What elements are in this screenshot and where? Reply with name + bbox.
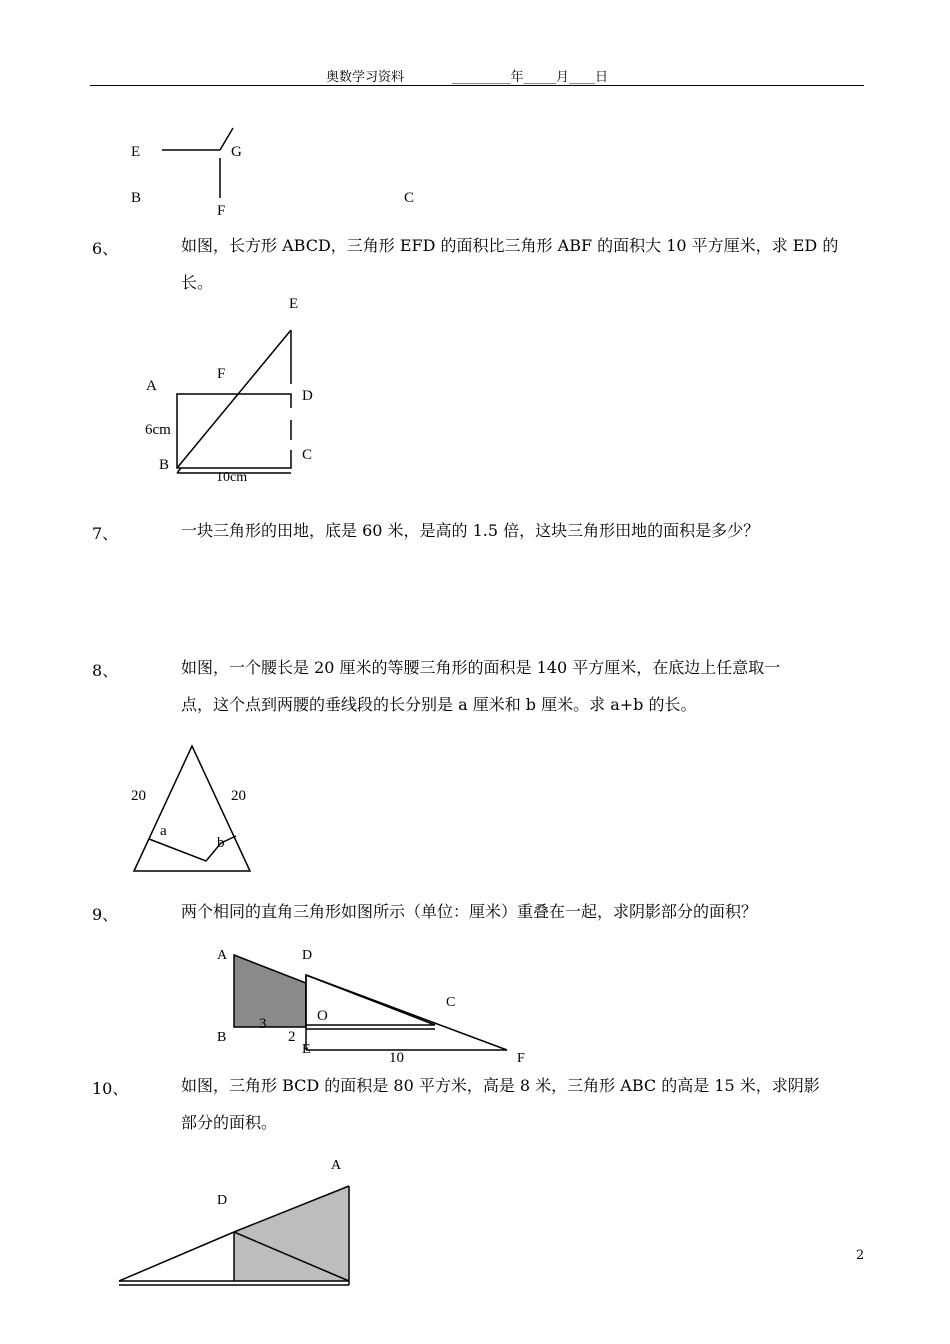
fig5-label-g: G [231,144,242,160]
fig5-label-c: C [404,190,415,206]
q8-number: 8、 [92,661,119,680]
q8-label-left-20: 20 [131,788,146,804]
q8-label-b: b [217,835,225,851]
q9-label-c: C [446,995,456,1010]
q9-label-o: O [317,1008,328,1024]
q9-label-e: E [302,1042,311,1057]
q9-label-b: B [217,1030,227,1045]
q6-text-line2: 长。 [181,273,214,292]
q10-number: 10、 [92,1079,129,1098]
fig5-label-b: B [131,190,142,206]
q9-label-a: A [217,948,228,963]
header-date-line: _________年_____月____日 [452,70,609,85]
q9-label-3: 3 [259,1016,267,1032]
q8-text-line1: 如图，一个腰长是 20 厘米的等腰三角形的面积是 140 平方厘米，在底边上任意取一 [181,658,781,677]
q9-number: 9、 [92,905,119,924]
q10-label-a: A [331,1158,342,1173]
q9-label-2: 2 [288,1029,296,1045]
q6-label-b: B [159,457,170,473]
q6-label-e: E [289,296,299,312]
q10-text-line1: 如图，三角形 BCD 的面积是 80 平方米，高是 8 米，三角形 ABC 的高是 15 米，求阴影 [181,1076,820,1095]
q6-text-line1: 如图，长方形 ABCD，三角形 EFD 的面积比三角形 ABF 的面积大 10 平方厘米，求 ED 的 [181,236,839,255]
page-number: 2 [856,1248,865,1263]
header-title: 奥数学习资料 [326,70,405,85]
q6-number: 6、 [92,239,119,258]
q9-text-line1: 两个相同的直角三角形如图所示（单位：厘米）重叠在一起，求阴影部分的面积？ [181,902,758,921]
q6-label-c: C [302,447,313,463]
q7-number: 7、 [92,524,119,543]
q6-label-f: F [217,366,226,382]
fig5-label-e: E [131,144,141,160]
q6-label-6cm: 6cm [145,422,171,438]
q8-label-a: a [160,823,167,839]
q10-text-line2: 部分的面积。 [181,1113,278,1132]
q9-label-10: 10 [389,1050,404,1066]
q9-label-f: F [517,1051,525,1066]
q8-label-right-20: 20 [231,788,246,804]
q8-text-line2: 点，这个点到两腰的垂线段的长分别是 a 厘米和 b 厘米。求 a+b 的长。 [181,695,697,714]
q10-label-d: D [217,1193,228,1208]
q6-label-a: A [146,378,157,394]
fig5-label-f: F [217,203,226,219]
q9-label-d: D [302,948,313,963]
q7-text-line1: 一块三角形的田地，底是 60 米，是高的 1.5 倍，这块三角形田地的面积是多少？ [181,521,760,540]
q6-label-d: D [302,388,313,404]
q6-label-10cm: 10cm [216,470,248,485]
